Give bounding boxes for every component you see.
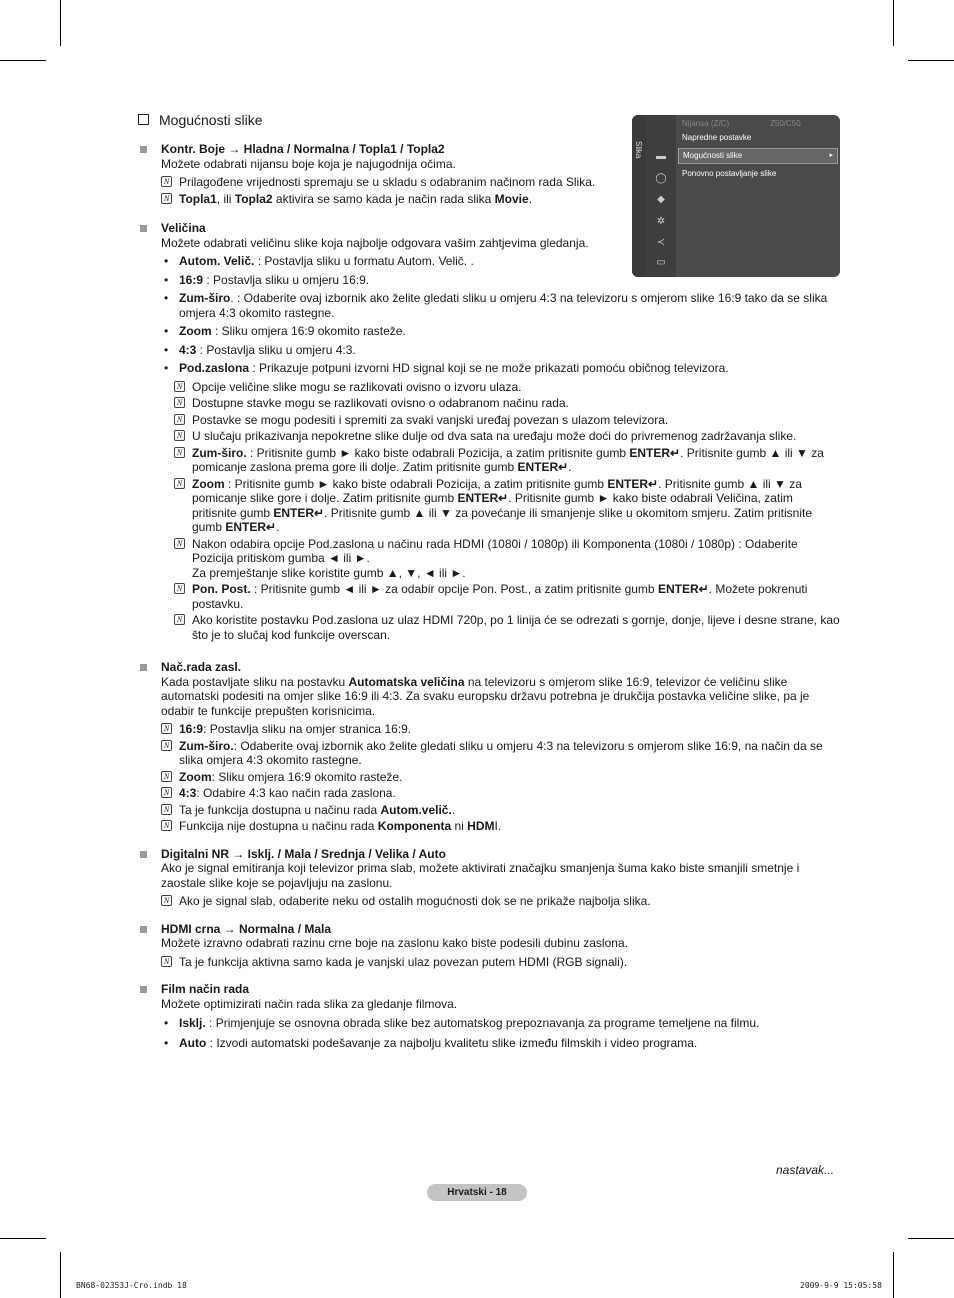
menu-side-tab: Slika xyxy=(632,115,646,277)
section-nac-rada-zasl xyxy=(138,660,840,834)
note: N Postavke se mogu podesiti i spremiti za svaki vanjski uređaj povezan s ulazom televizora. xyxy=(174,413,840,428)
crop-mark xyxy=(908,60,954,61)
note: N Zoom: Sliku omjera 16:9 okomito rasteže. xyxy=(161,770,840,785)
section-description: Kada postavljate sliku na postavku Automatska veličina na televizoru s omjerom slike 16:9, televizor će veličinu slike automatski podesiti na omjer slike 16:9 ili 4:3. Za svaku europsku državu potrebna je drukčija postavka veličine slike, pa je odabir te funkcije prepušten korisnicima. xyxy=(161,674,810,718)
note: N Ta je funkcija aktivna samo kada je vanjski ulaz povezan putem HDMI (RGB signali). xyxy=(161,955,840,970)
section-description: Možete izravno odabrati razinu crne boje na zaslonu kako biste podesili dubinu zaslona. xyxy=(161,936,628,950)
list-item: • Isklj. : Primjenjuje se osnovna obrada slike bez automatskog prepoznavanja za programe temeljene na filmu. xyxy=(161,1016,840,1031)
menu-item-ponovno: Ponovno postavljanje slike xyxy=(682,169,777,178)
list-item: • 16:9 : Postavlja sliku u omjeru 16:9. xyxy=(161,273,840,288)
note-icon: N xyxy=(174,430,185,441)
note: N U slučaju prikazivanja nepokretne slike dulje od dva sata na uređaju može doći do privremenog zadržavanja slike. xyxy=(174,429,840,444)
section-velicina xyxy=(138,221,840,376)
section-heading: Veličina xyxy=(161,221,840,236)
section-heading: Digitalni NR → Isklj. / Mala / Srednja / Velika / Auto xyxy=(161,847,840,862)
checkbox-square-icon xyxy=(138,114,149,125)
print-footer-date: 2009-9-9 15:05:58 xyxy=(800,1281,882,1290)
note: N Ako koristite postavku Pod.zaslona uz ulaz HDMI 720p, po 1 linija će se odrezati s gornje, donje, lijeve i desne strane, kao što je to slučaj kod funkcije overscan. xyxy=(174,613,840,642)
crop-mark xyxy=(893,0,894,46)
list-item: • Autom. Velič. : Postavlja sliku u formatu Autom. Velič. . xyxy=(161,254,840,269)
note-icon: N xyxy=(161,771,172,782)
list-item: • 4:3 : Postavlja sliku u omjeru 4:3. xyxy=(161,343,840,358)
note-icon: N xyxy=(161,176,172,187)
page-number-badge: Hrvatski - 18 xyxy=(427,1184,527,1201)
note: N Ako je signal slab, odaberite neku od ostalih mogućnosti dok se ne prikaže najbolja slika. xyxy=(161,894,840,909)
note-icon: N xyxy=(161,740,172,751)
section-film-nacin-rada xyxy=(138,982,840,1050)
list-item: • Auto : Izvodi automatski podešavanje za najbolju kvalitetu slike između filmskih i video programa. xyxy=(161,1036,840,1051)
note-icon: N xyxy=(174,381,185,392)
note-icon: N xyxy=(174,583,185,594)
note-icon: N xyxy=(174,538,185,549)
crop-mark xyxy=(893,1252,894,1298)
setup-icon: ✲ xyxy=(656,216,666,227)
section-kontr-boje xyxy=(138,142,840,206)
section-title: Mogućnosti slike xyxy=(138,112,263,128)
note: N Opcije veličine slike mogu se razlikovati ovisno o izvoru ulaza. xyxy=(174,380,840,395)
list-item: • Zoom : Sliku omjera 16:9 okomito rasteže. xyxy=(161,324,840,339)
note-icon: N xyxy=(161,193,172,204)
note: N 16:9: Postavlja sliku na omjer stranica 16:9. xyxy=(161,722,840,737)
note: N Funkcija nije dostupna u načinu rada Komponenta ni HDMI. xyxy=(161,819,840,834)
section-heading: Film način rada xyxy=(161,982,840,997)
note-icon: N xyxy=(161,787,172,798)
note-icon: N xyxy=(174,397,185,408)
continued-label: nastavak... xyxy=(776,1163,835,1177)
note-icon: N xyxy=(161,956,172,967)
subnotes xyxy=(138,380,840,643)
channel-icon: ◆ xyxy=(657,194,665,205)
note: N Zoom : Pritisnite gumb ► kako biste odabrali Pozicija, a zatim pritisnite gumb ENTER↵. Pritisnite gumb ▲ ili ▼ za pomicanje slike gore i dolje. Zatim pritisnite gumb ENTER↵. Pritisnite gumb ► kako biste odabrali Veličina, zatim pritisnite gumb ENTER↵. Pritisnite gumb ▲ ili ▼ za povećanje ili smanjenje slike u okomitom smjeru. Zatim pritisnite gumb ENTER↵. xyxy=(174,477,840,535)
menu-item-mogucnosti-selected: Mogućnosti slike ▸ xyxy=(678,148,838,164)
list-item: • Zum-širo. : Odaberite ovaj izbornik ako želite gledati sliku u omjeru 4:3 na televizoru s omjerom slike 16:9 tako da se slika omjera 4:3 okomito rastegne. xyxy=(161,291,840,320)
note: N Nakon odabira opcije Pod.zaslona u načinu rada HDMI (1080i / 1080p) ili Komponenta (1080i / 1080p) : Odaberite Pozicija pritiskom gumba ◄ ili ►. Za premještanje slike koristite gumb ▲, ▼, ◄ ili ►. xyxy=(174,537,840,581)
menu-item-nijansa: Nijansa (Z/C) Z50/C50 xyxy=(682,119,801,128)
section-description: Ako je signal emitiranja koji televizor prima slab, možete aktivirati značajku smanjenja šuma kako biste smanjili smetnje i zaostale slike koje se pojavljuju na zaslonu. xyxy=(161,861,800,890)
menu-item-napredne: Napredne postavke xyxy=(682,133,752,142)
section-digitalni-nr xyxy=(138,847,840,909)
section-heading: Nač.rada zasl. xyxy=(161,660,840,675)
section-heading: HDMI crna → Normalna / Mala xyxy=(161,922,840,937)
note: N Prilagođene vrijednosti spremaju se u skladu s odabranim načinom rada Slika. xyxy=(161,175,840,190)
note: N Dostupne stavke mogu se razlikovati ovisno o odabranom načinu rada. xyxy=(174,396,840,411)
sound-icon: ◯ xyxy=(655,173,667,184)
section-description: Možete odabrati veličinu slike koja najbolje odgovara vašim zahtjevima gledanja. xyxy=(161,235,589,250)
crop-mark xyxy=(908,1238,954,1239)
crop-mark xyxy=(60,0,61,46)
section-heading: Kontr. Boje → Hladna / Normalna / Topla1 / Topla2 xyxy=(161,142,840,157)
crop-mark xyxy=(60,1252,61,1298)
note: N 4:3: Odabire 4:3 kao način rada zaslona. xyxy=(161,786,840,801)
print-footer-file: BN68-02353J-Cro.indb 18 xyxy=(76,1281,187,1290)
section-hdmi-crna xyxy=(138,922,840,970)
picture-icon: ▬ xyxy=(656,151,666,162)
note-icon: N xyxy=(161,820,172,831)
note-icon: N xyxy=(174,478,185,489)
note: N Zum-širo.: Odaberite ovaj izbornik ako želite gledati sliku u omjeru 4:3 na televizoru s omjerom slike 16:9, na način da se slika omjera 4:3 okomito rastegne. xyxy=(161,739,840,768)
note: N Topla1, ili Topla2 aktivira se samo kada je način rada slika Movie. xyxy=(161,192,840,207)
crop-mark xyxy=(0,60,46,61)
note-icon: N xyxy=(161,723,172,734)
note-icon: N xyxy=(174,614,185,625)
main-content xyxy=(138,142,840,1050)
support-icon: ▭ xyxy=(656,257,666,268)
note-icon: N xyxy=(161,804,172,815)
note: N Ta je funkcija dostupna u načinu rada Autom.velič.. xyxy=(161,803,840,818)
note-icon: N xyxy=(161,895,172,906)
list-item: • Pod.zaslona : Prikazuje potpuni izvorni HD signal koji se ne može prikazati pomoću običnog televizora. xyxy=(161,361,840,376)
section-description: Možete optimizirati način rada slika za gledanje filmova. xyxy=(161,996,458,1011)
crop-mark xyxy=(0,1238,46,1239)
input-icon: ≺ xyxy=(656,237,666,248)
note: N Zum-širo. : Pritisnite gumb ► kako biste odabrali Pozicija, a zatim pritisnite gumb ENTER↵. Pritisnite gumb ▲ ili ▼ za pomicanje zaslona prema gore ili dolje. Zatim pritisnite gumb ENTER↵. xyxy=(174,446,840,475)
note-icon: N xyxy=(174,447,185,458)
note: N Pon. Post. : Pritisnite gumb ◄ ili ► za odabir opcije Pon. Post., a zatim pritisnite gumb ENTER↵. Možete pokrenuti postavku. xyxy=(174,582,840,611)
note-icon: N xyxy=(174,414,185,425)
section-description: Možete odabrati nijansu boje koja je najugodnija očima. xyxy=(161,156,456,171)
